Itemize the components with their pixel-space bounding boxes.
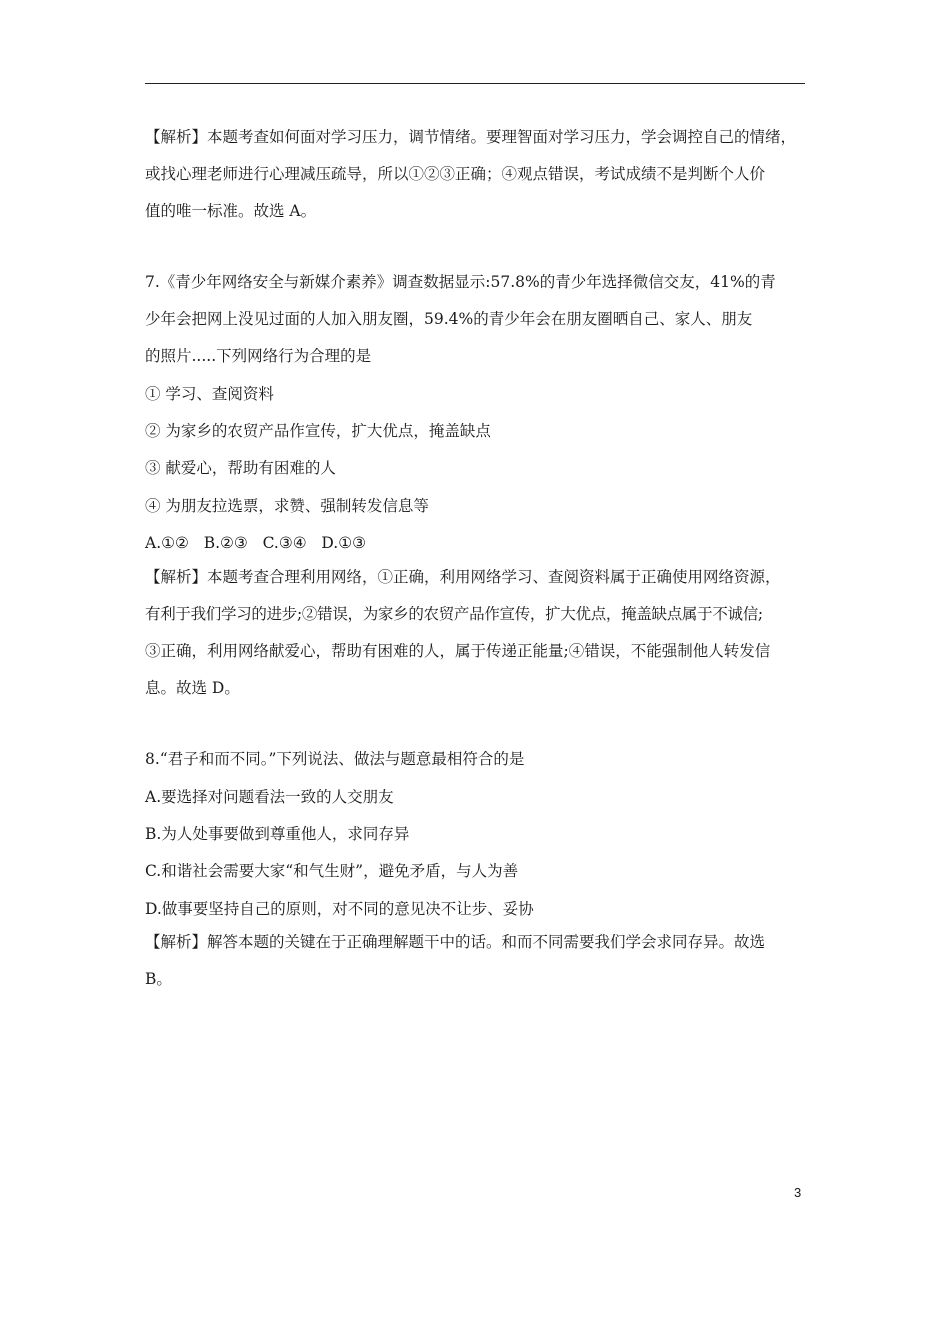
q8-stem: 8.“君子和而不同。”下列说法、做法与题意最相符合的是 [145,750,525,768]
q6-analysis-line-3: 值的唯一标准。故选 A。 [145,202,317,220]
page-number: 3 [794,1185,802,1200]
q7-item-1: ① 学习、查阅资料 [145,385,274,403]
q7-options: A.①② B.②③ C.③④ D.①③ [145,534,366,552]
q8-option-b: B.为人处事要做到尊重他人，求同存异 [145,825,410,843]
q8-option-a: A.要选择对问题看法一致的人交朋友 [145,788,394,806]
q7-stem-line-3: 的照片.....下列网络行为合理的是 [145,347,372,365]
q8-option-d: D.做事要坚持自己的原则，对不同的意见决不让步、妥协 [145,900,534,918]
q7-stem-line-1: 7.《青少年网络安全与新媒介素养》调查数据显示:57.8%的青少年选择微信交友，41%的青 [145,273,776,291]
q7-stem-line-2: 少年会把网上没见过面的人加入朋友圈，59.4%的青少年会在朋友圈晒自己、家人、朋友 [145,310,753,328]
q7-analysis-line-1: 【解析】本题考查合理利用网络，①正确，利用网络学习、查阅资料属于正确使用网络资源， [145,568,781,586]
q7-analysis-line-4: 息。故选 D。 [145,679,240,697]
q7-item-4: ④ 为朋友拉选票，求赞、强制转发信息等 [145,497,429,515]
q8-analysis-line-2: B。 [145,970,172,988]
q7-analysis-line-2: 有利于我们学习的进步;②错误，为家乡的农贸产品作宣传，扩大优点，掩盖缺点属于不诚信; [145,605,763,623]
q7-item-3: ③ 献爱心，帮助有困难的人 [145,459,336,477]
q6-analysis-line-1: 【解析】本题考查如何面对学习压力，调节情绪。要理智面对学习压力，学会调控自己的情绪， [145,128,797,146]
q7-item-2: ② 为家乡的农贸产品作宣传，扩大优点，掩盖缺点 [145,422,491,440]
q8-analysis-line-1: 【解析】解答本题的关键在于正确理解题干中的话。和而不同需要我们学会求同存异。故选 [145,933,766,951]
q8-option-c: C.和谐社会需要大家“和气生财”，避免矛盾，与人为善 [145,862,519,880]
header-rule [145,83,805,84]
q7-analysis-line-3: ③正确，利用网络献爱心，帮助有困难的人，属于传递正能量;④错误，不能强制他人转发信 [145,642,771,660]
q6-analysis-line-2: 或找心理老师进行心理减压疏导，所以①②③正确；④观点错误，考试成绩不是判断个人价 [145,165,766,183]
